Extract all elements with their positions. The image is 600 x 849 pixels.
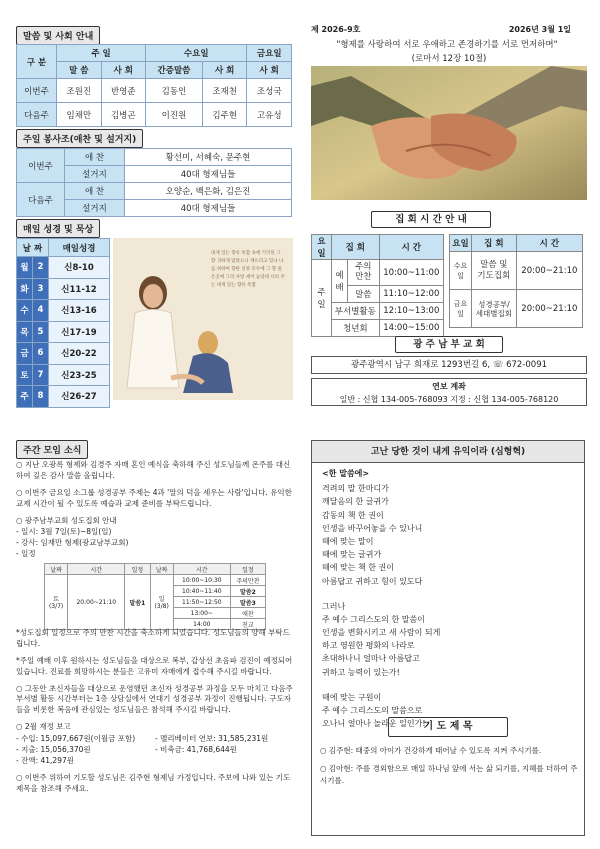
mini-h: 날짜 <box>150 564 173 575</box>
day: 화 <box>17 278 33 300</box>
mini-time: 10:00~10:30 <box>173 575 230 586</box>
bible-ref: 신26-27 <box>49 386 110 408</box>
day-num: 3 <box>33 278 49 300</box>
cell: 이진원 <box>146 103 203 127</box>
day-num: 5 <box>33 321 49 343</box>
mini-time: 11:50~12:50 <box>173 597 230 608</box>
h-day: 요일 <box>312 235 332 260</box>
day: 주 <box>17 386 33 408</box>
prayer-title: 기 도 제 목 <box>388 717 508 737</box>
h-interlude: 간증말씀 <box>146 62 203 79</box>
meeting-title: 집 회 시 간 안 내 <box>371 211 491 228</box>
mini-time: 14:00 <box>173 619 230 630</box>
dept-activity-label: 부서별활동 <box>332 303 380 320</box>
service-names: 오양순, 백은화, 김은진 <box>125 183 292 200</box>
poem-subtitle: <한 말씀에> <box>322 469 370 478</box>
wednesday-label: 수요일 <box>450 252 472 290</box>
news-item: ○ 광주남부교회 성도집회 안내 <box>16 515 117 525</box>
bible-ref: 신23-25 <box>49 364 110 386</box>
bible-table <box>16 238 110 408</box>
news-item: ○ 2월 재정 보고 <box>16 722 71 732</box>
issue-date: 2026년 3월 1일 <box>508 25 571 34</box>
poem-line: 하고 영원한 평화의 나라로 <box>322 641 415 651</box>
bulletin-header <box>311 24 587 36</box>
poem-line: 인생을 바꾸어놓을 수 있나니 <box>322 523 423 533</box>
finance-line: - 수입: 15,097,667원(이월금 포함) <box>16 734 136 743</box>
mini-date: 토 (3/7) <box>45 575 68 630</box>
h-host: 사 회 <box>101 62 146 79</box>
service-type: 설거지 <box>65 200 125 217</box>
news-item: ○ 그동안 초신자들을 대상으로 운영했던 초신자 성경공부 과정을 모두 마치고 다음주 부서별 활동 시간부터는 1층 상담실에서 연대기 성경공부 과정이 진행됩니다. 구도자들을 비롯한 복음에 관심있는 성도님들은 참석해 주시길 바랍니다. <box>16 683 293 715</box>
theme-verse: "형제를 사랑하여 서로 우애하고 존경하기를 서로 먼저하며" <box>336 40 558 50</box>
bible-ref: 신17-19 <box>49 321 110 343</box>
sermon-label: 말씀 <box>348 286 380 303</box>
h-reading: 매일성경 <box>49 239 110 257</box>
row-label: 다음주 <box>17 103 57 127</box>
mini-h: 시간 <box>68 564 125 575</box>
poem-line: 감동의 책 한 권이 <box>322 510 384 520</box>
worship-label: 예배 <box>332 260 348 303</box>
cell: 반영준 <box>101 79 146 103</box>
verse-reference: (로마서 12장 10절) <box>411 54 487 64</box>
news-item: - 일시: 3월 7일(토)~8일(일) <box>16 527 112 537</box>
cell: 조재천 <box>202 79 247 103</box>
hands-image <box>311 66 587 200</box>
news-item: ○ 이번주 금요일 소그룹 성경공부 주제는 4과 '말의 덕을 세우는 사람'입니다. 유익한 교제 시간이 될 수 있도록 예습과 교제 준비를 부탁드립니다. <box>16 487 292 508</box>
time: 11:10~12:00 <box>379 286 443 303</box>
day-num: 8 <box>33 386 49 408</box>
youth-label: 청년회 <box>332 320 380 337</box>
day: 수 <box>17 300 33 322</box>
service-type: 애 찬 <box>65 183 125 200</box>
mini-h: 날짜 <box>45 564 68 575</box>
time: 10:00~11:00 <box>379 260 443 286</box>
poem-line: 주 예수 그리스도의 말씀으로 <box>322 706 423 715</box>
news-item: ○ 지난 오광록 형제와 김경주 자매 혼인 예식을 축하해 주신 성도님들께 온주를 대신하여 깊은 감사 말씀 올립니다. <box>16 460 291 480</box>
time: 12:10~13:00 <box>379 303 443 320</box>
account-title: 연보 계좌 <box>432 382 466 391</box>
day-num: 6 <box>33 343 49 365</box>
prayer-body <box>320 745 578 793</box>
next-week-label: 다음주 <box>17 183 65 217</box>
h-day: 요일 <box>450 235 472 252</box>
poem-line: 때에 맞는 글귀가 <box>322 550 382 560</box>
h-time: 시 간 <box>516 235 582 252</box>
day-num: 2 <box>33 257 49 279</box>
cell: 임채만 <box>57 103 102 127</box>
lords-supper-label: 주의 만찬 <box>348 260 380 286</box>
poem-line: 격려의 말 한마디가 <box>322 484 389 494</box>
row-label: 이번주 <box>17 79 57 103</box>
this-week-label: 이번주 <box>17 149 65 183</box>
cell: 김동인 <box>146 79 203 103</box>
service-type: 애 찬 <box>65 149 125 166</box>
poem-line: 때에 맞는 책 한 권이 <box>322 563 394 573</box>
h-time: 시 간 <box>379 235 443 260</box>
poem-line <box>322 588 574 600</box>
news-item: - 일정 <box>16 549 36 559</box>
mini-event: 주의만찬 <box>230 575 265 586</box>
bible-title: 매일 성경 및 묵상 <box>16 219 100 238</box>
poem-line: 초대하나니 얼마나 아름답고 <box>322 654 420 664</box>
cell: 김주현 <box>202 103 247 127</box>
h-date: 날 짜 <box>17 239 49 257</box>
issue-number: 제 2026-9호 <box>311 25 361 34</box>
mini-date: 일 (3/8) <box>150 575 173 630</box>
poem-line: 깨달음의 한 글귀가 <box>322 497 389 507</box>
weekday-schedule-table <box>449 234 583 328</box>
poem-line <box>322 679 574 691</box>
h-host2: 사 회 <box>202 62 247 79</box>
finance-line: - 비축금: 41,768,644원 <box>155 744 237 754</box>
mini-h: 일정 <box>125 564 150 575</box>
worship-info-table <box>16 44 292 127</box>
illustration-text: 네게 있는 향유 옥합 속에 기억된 그 향 귀하게 담았으니 깨뜨리고 있나 나를 위하여 향한 신앙 모두에 그 향 깊은곳에 그리 사랑 세어 놓았네 너의 주는 네게 있는 향유 옥합 <box>211 251 285 289</box>
mini-time: 20:00~21:10 <box>68 575 125 630</box>
h-meeting: 집 회 <box>472 235 517 252</box>
h-meeting: 집 회 <box>332 235 380 260</box>
time: 20:00~21:10 <box>516 290 582 328</box>
h-sunday: 주 일 <box>57 45 146 62</box>
poem-line: 때에 맞는 말이 <box>322 536 374 546</box>
poem-line: 오나니 얼마나 놀라운 일인가! <box>322 719 426 729</box>
time: 20:00~21:10 <box>516 252 582 290</box>
friday-label: 금요일 <box>450 290 472 328</box>
service-title: 주일 봉사조(애찬 및 설거지) <box>16 129 143 148</box>
day: 금 <box>17 343 33 365</box>
poem-line: 아름답고 귀하고 힘이 있도다 <box>322 576 423 586</box>
poem-line: 그러나 <box>322 601 346 611</box>
bible-ref: 신8-10 <box>49 257 110 279</box>
day-num: 4 <box>33 300 49 322</box>
prayer-item: ○ 김아현: 주를 경외함으로 매일 하나님 앞에 서는 삶 되기를, 지혜를 더하여 주시기를. <box>320 764 578 785</box>
h-sermon: 말 씀 <box>57 62 102 79</box>
worship-info-title: 말씀 및 사회 안내 <box>16 26 100 45</box>
news-item: *성도집회 일정으로 주의 만찬 시간을 축소하게 되었습니다. 성도님들의 양해 부탁드립니다. <box>16 628 290 648</box>
offering-account-box <box>311 378 587 406</box>
day: 목 <box>17 321 33 343</box>
cell: 조원진 <box>57 79 102 103</box>
finance-line: - 멜리베이터 연보: 31,585,231원 <box>155 734 269 743</box>
poem-line: 인생을 변화시키고 새 사람이 되게 <box>322 628 441 638</box>
church-name: 광 주 남 부 교 회 <box>395 336 503 353</box>
devotion-illustration <box>113 238 293 400</box>
meeting-schedule-table <box>44 563 266 630</box>
news-body <box>16 460 294 560</box>
service-names: 40대 형제님들 <box>125 200 292 217</box>
bible-ref: 신11-12 <box>49 278 110 300</box>
news-title: 주간 모임 소식 <box>16 440 88 459</box>
day-num: 7 <box>33 364 49 386</box>
mini-time: 13:00~ <box>173 608 230 619</box>
news-body-2 <box>16 628 294 800</box>
news-item: - 강사: 임재만 형제(광교남부교회) <box>16 538 129 548</box>
mini-event: 말씀3 <box>230 597 265 608</box>
poem-line: 귀하고 능력이 있는가! <box>322 667 400 677</box>
service-names: 40대 형제님들 <box>125 166 292 183</box>
poem-line: 때에 맞는 구원이 <box>322 692 382 702</box>
service-type: 설거지 <box>65 166 125 183</box>
h-wednesday: 수요일 <box>146 45 247 62</box>
friday-meeting: 성경공부/ 세대별집회 <box>472 290 517 328</box>
poem-body <box>312 463 584 734</box>
cell: 조성국 <box>247 79 292 103</box>
news-item: ○ 이번주 위하여 기도할 성도님은 김주현 형제님 가정입니다. 주보에 나와 있는 기도제목을 참조해 주세요. <box>16 772 291 793</box>
h-friday: 금요일 <box>247 45 292 62</box>
prayer-item: ○ 김주현: 태중의 아이가 건강하게 태어날 수 있도록 지켜 주시기를. <box>320 746 542 755</box>
day: 월 <box>17 257 33 279</box>
mini-event: 친교 <box>230 619 265 630</box>
h-host3: 사 회 <box>247 62 292 79</box>
poem-line: 주 예수 그리스도의 한 말씀이 <box>322 614 425 624</box>
cell: 김병곤 <box>101 103 146 127</box>
time: 14:00~15:00 <box>379 320 443 337</box>
account-numbers: 일반 : 신협 134-005-768093 지정 : 신협 134-005-768120 <box>339 395 559 404</box>
mini-h: 시간 <box>173 564 230 575</box>
news-item: *주일 예배 이후 원하시는 성도님들을 대상으로 복부, 갑상선 초음파 검진이 예정되어 있습니다. 진료를 희망하시는 분들은 고유미 자매에게 접수해 주시길 바랍니다. <box>16 655 293 676</box>
mini-event: 애찬 <box>230 608 265 619</box>
church-address: 광주광역시 남구 희재로 1293번길 6, ☏ 672-0091 <box>311 356 587 374</box>
sunday-schedule-table <box>311 234 444 337</box>
finance-line: - 잔액: 41,297원 <box>16 755 74 765</box>
wednesday-meeting: 말씀 및 기도집회 <box>472 252 517 290</box>
finance-line: - 지출: 15,056,370원 <box>16 744 91 754</box>
sunday-label: 주일 <box>312 260 332 337</box>
mini-event: 말씀2 <box>230 586 265 597</box>
mini-time: 10:40~11:40 <box>173 586 230 597</box>
poem-box <box>311 440 585 836</box>
bible-ref: 신20-22 <box>49 343 110 365</box>
mini-event: 말씀1 <box>125 575 150 630</box>
cell: 고유성 <box>247 103 292 127</box>
poem-title: 고난 당한 것이 내게 유익이라 (심형혁) <box>312 441 584 463</box>
service-names: 황선미, 서혜숙, 문주현 <box>125 149 292 166</box>
service-table <box>16 148 292 217</box>
h-section: 구 분 <box>17 45 57 79</box>
bible-ref: 신13-16 <box>49 300 110 322</box>
mini-h: 일정 <box>230 564 265 575</box>
finance-report <box>16 734 294 767</box>
day: 토 <box>17 364 33 386</box>
